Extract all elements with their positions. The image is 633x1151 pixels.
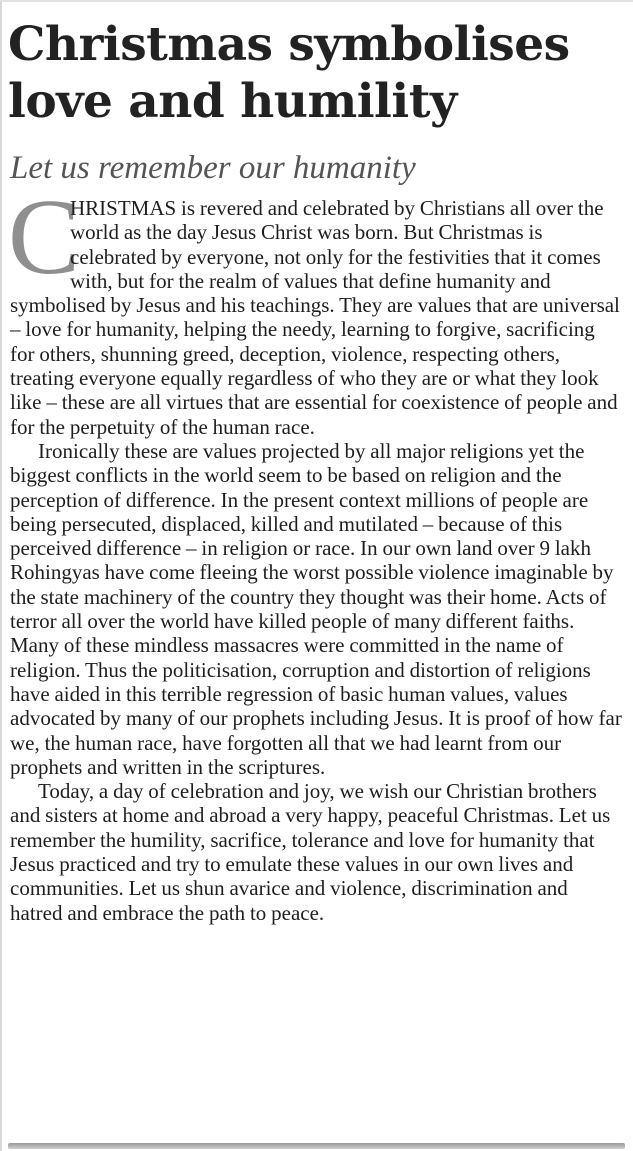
paragraph-1-text: HRISTMAS is revered and celebrated by Christians all over the world as the day Jesus Christ was born. But Christmas is celebrated by everyone, not only for the festivities that it comes with, but for the realm of values that define humanity and symbolised by Jesus and his teachings. They are values that are universal – love for humanity, helping the needy, learning to forgive, sacrificing for others, shunning greed, deception, violence, respecting others, treating everyone equally regardless of who they are or what they look like – these are all virtues that are essential for coexistence of people and for the perpetuity of the human race. bbox=[10, 196, 620, 439]
paragraph-3: Today, a day of celebration and joy, we wish our Christian brothers and sisters at home and abroad a very happy, peaceful Christmas. Let us remember the humility, sacrifice, tolerance and love for humanity that Jesus practiced and try to emulate these values in our own lives and communities. Let us shun avarice and violence, discrimination and hatred and embrace the path to peace. bbox=[10, 779, 611, 925]
paragraph-2: Ironically these are values projected by all major religions yet the biggest conflicts in the world seem to be based on religion and the perception of difference. In the present context millions of people are being persecuted, displaced, killed and mutilated – because of this perceived difference – in religion or race. In our own land over 9 lakh Rohingyas have come fleeing the worst possible violence imaginable by the state machinery of the country they thought was their home. Acts of terror all over the world have killed people of many different faiths. Many of these mindless massacres were committed in the name of religion. Thus the politicisation, corruption and distortion of religions have aided in this terrible regression of basic human values, values advocated by many of our prophets including Jesus. It is proof of how far we, the human race, have forgotten all that we had learnt from our prophets and written in the scriptures. bbox=[10, 438, 622, 779]
column-left-rule bbox=[0, 0, 2, 1151]
article-body bbox=[8, 178, 624, 925]
paragraph-1 bbox=[8, 178, 624, 439]
headline: Christmas symbolises love and humility bbox=[8, 17, 570, 129]
column-bottom-rule bbox=[8, 1143, 625, 1149]
drop-cap: C bbox=[8, 178, 81, 297]
standfirst: Let us remember our humanity bbox=[10, 150, 416, 186]
column-top-rule bbox=[0, 0, 633, 2]
